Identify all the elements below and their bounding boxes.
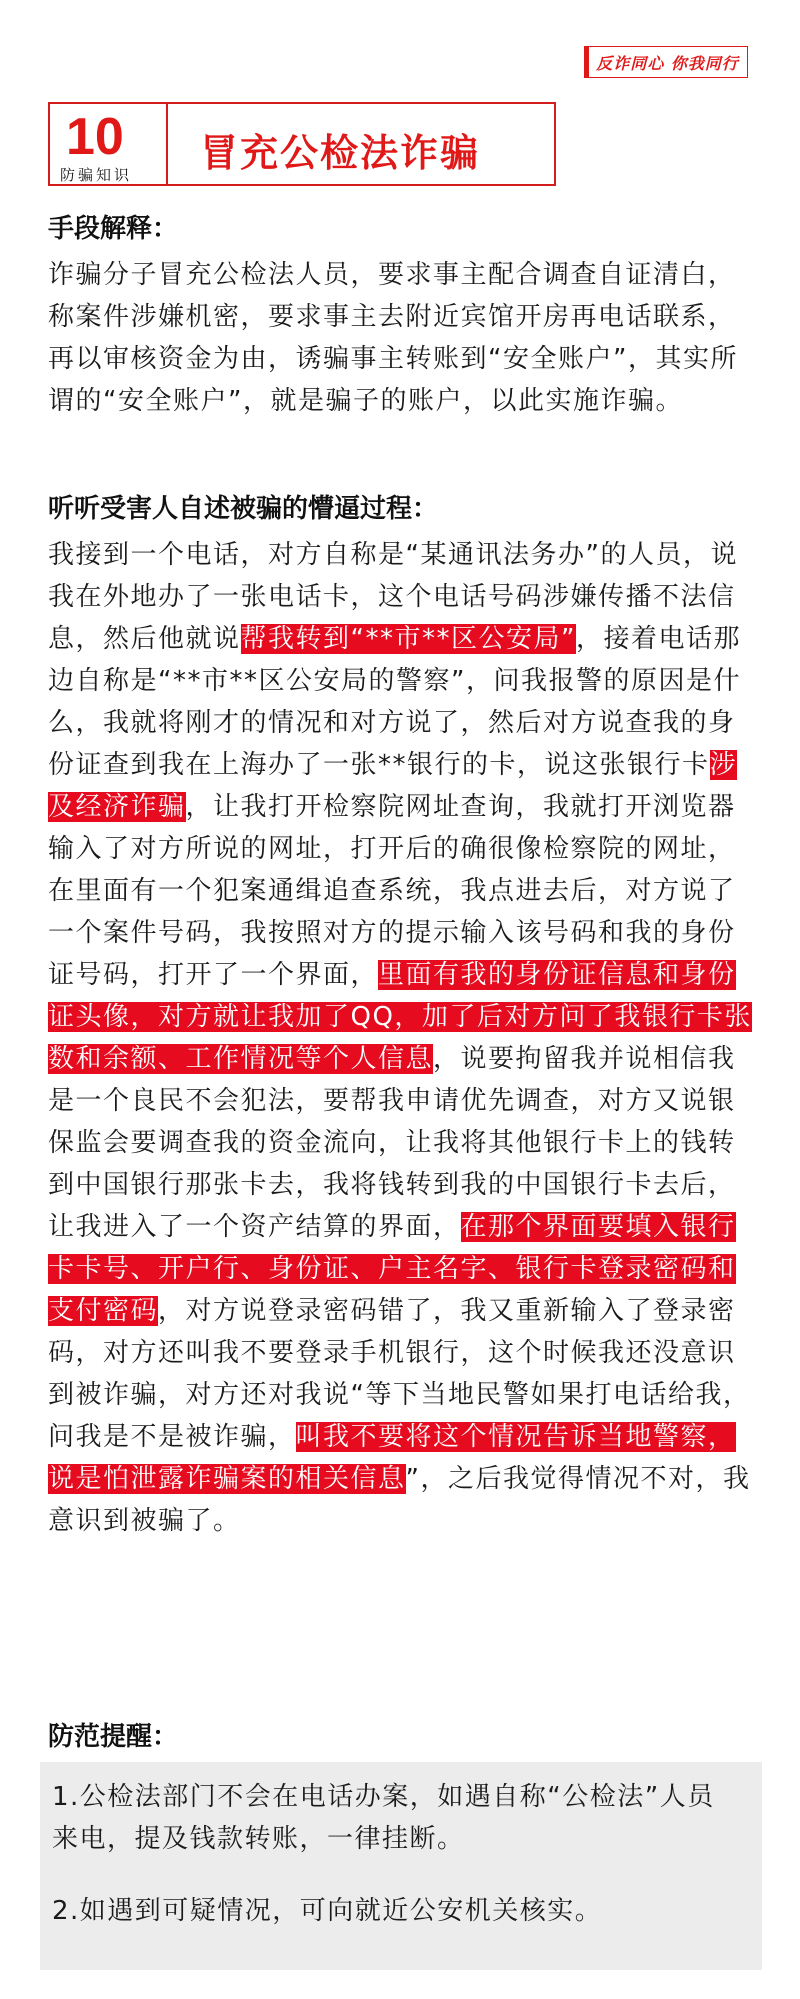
slogan-badge xyxy=(588,46,748,78)
story-segment: 我接到一个电话，对方自称是“某通讯法务办”的人员，说我在外地办了一张电话卡，这个电话号码涉嫌传播不法信息，然后他就说 xyxy=(48,540,738,654)
story-segment: ”，之后我觉得情况不对，我意识到被骗了。 xyxy=(48,1464,751,1536)
story-highlight: 里面有我的身份证信息和身份证头像，对方就让我加了QQ，加了后对方问了我银行卡张数和余额、工作情况等个人信息 xyxy=(48,960,752,1074)
slogan-text: 反诈同心 你我同行 xyxy=(596,53,739,73)
story-segment: ，对方说登录密码错了，我又重新输入了登录密码，对方还叫我不要登录手机银行，这个时候我还没意识到被诈骗，对方还对我说“等下当地民警如果打电话给我，问我是不是被诈骗， xyxy=(48,1296,751,1452)
issue-number: 10 xyxy=(66,108,124,166)
story-highlight: 在那个界面要填入银行卡卡号、开户行、身份证、户主名字、银行卡登录密码和支付密码 xyxy=(48,1212,736,1326)
issue-subtitle: 防骗知识 xyxy=(60,166,133,184)
number-block xyxy=(52,106,162,182)
story-highlight: 叫我不要将这个情况告诉当地警察，说是怕泄露诈骗案的相关信息 xyxy=(48,1422,736,1494)
story-segment: ，说要拘留我并说相信我是一个良民不会犯法，要帮我申请优先调查，对方又说银保监会要调查我的资金流向，让我将其他银行卡上的钱转到中国银行那张卡去，我将钱转到我的中国银行卡去后，让我进入了一个资产结算的界面， xyxy=(48,1044,736,1242)
story-highlight: 涉及经济诈骗 xyxy=(48,750,738,822)
badge-accent-bar xyxy=(584,46,589,78)
tips-heading: 防范提醒： xyxy=(48,1722,179,1752)
story-text xyxy=(48,534,758,1542)
tips-box xyxy=(40,1762,762,1970)
story-segment: ，让我打开检察院网址查询，我就打开浏览器输入了对方所说的网址，打开后的确很像检察院的网址，在里面有一个犯案通缉追查系统，我点进去后，对方说了一个案件号码，我按照对方的提示输入该号码和我的身份证号码，打开了一个界面， xyxy=(48,792,736,990)
explain-heading: 手段解释： xyxy=(48,214,179,244)
header-box xyxy=(48,102,556,186)
story-highlight: 帮我转到“**市**区公安局” xyxy=(240,624,576,654)
story-heading: 听听受害人自述被骗的懵逼过程： xyxy=(48,494,439,524)
tip-item: 2.如遇到可疑情况，可向就近公安机关核实。 xyxy=(52,1896,603,1926)
tip-item: 1.公检法部门不会在电话办案，如遇自称“公检法”人员来电，提及钱款转账，一律挂断。 xyxy=(52,1782,715,1854)
story-segment: ，接着电话那边自称是“**市**区公安局的警察”，问我报警的原因是什么，我就将刚才的情况和对方说了，然后对方说查我的身份证查到我在上海办了一张**银行的卡，说这张银行卡 xyxy=(48,624,741,780)
page-title: 冒充公检法诈骗 xyxy=(200,131,481,175)
explain-text: 诈骗分子冒充公检法人员，要求事主配合调查自证清白，称案件涉嫌机密，要求事主去附近宾馆开房再电话联系，再以审核资金为由，诱骗事主转账到“安全账户”，其实所谓的“安全账户”，就是骗子的账户，以此实施诈骗。 xyxy=(48,260,738,416)
